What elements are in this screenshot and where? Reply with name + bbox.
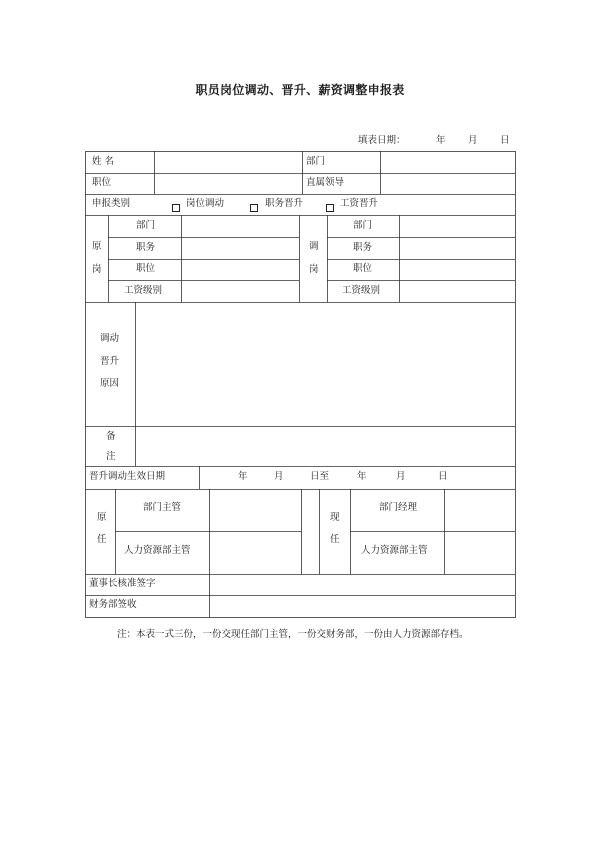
- eff-month-1: 月: [274, 471, 284, 482]
- form-title: 职员岗位调动、晋升、薪资调整申报表: [195, 83, 405, 97]
- label-position: 职位: [92, 177, 112, 188]
- label-dept: 部门: [306, 156, 326, 167]
- adj-dept: 部门: [353, 220, 373, 231]
- label-supervisor: 直属领导: [306, 177, 345, 188]
- adj-label-1: 调: [309, 241, 319, 252]
- eff-day-1: 日至: [310, 471, 330, 482]
- option-transfer: 岗位调动: [186, 198, 225, 209]
- fill-date-day: 日: [500, 135, 510, 146]
- eff-day-2: 日: [438, 471, 448, 482]
- fill-date-label: 填表日期：: [358, 135, 406, 146]
- orig-label-1: 原: [92, 241, 102, 252]
- eff-year-1: 年: [238, 471, 248, 482]
- label-name: 姓 名: [92, 156, 115, 167]
- label-finance: 财务部签收: [89, 599, 137, 610]
- adj-pos: 职位: [353, 263, 373, 274]
- checkbox-salary[interactable]: [326, 204, 334, 212]
- label-dept-manager: 部门经理: [379, 502, 418, 513]
- adj-grade: 工资级别: [342, 285, 381, 296]
- label-hr-mgr: 人力资源部主管: [124, 545, 191, 556]
- prev-label-2: 任: [97, 534, 107, 545]
- cur-label-1: 现: [330, 512, 340, 523]
- cur-label-2: 任: [330, 534, 340, 545]
- reason-3: 原因: [100, 378, 120, 389]
- checkbox-promotion[interactable]: [250, 204, 258, 212]
- label-type: 申报类别: [92, 198, 131, 209]
- fill-date-year: 年: [436, 135, 446, 146]
- reason-1: 调动: [100, 333, 120, 344]
- orig-pos: 职位: [136, 263, 156, 274]
- option-promotion: 职务晋升: [265, 198, 304, 209]
- orig-grade: 工资级别: [124, 285, 163, 296]
- prev-label-1: 原: [97, 512, 107, 523]
- orig-duty: 职务: [136, 242, 156, 253]
- adj-duty: 职务: [353, 242, 373, 253]
- eff-year-2: 年: [357, 471, 367, 482]
- orig-dept: 部门: [136, 220, 156, 231]
- reason-2: 晋升: [100, 356, 120, 367]
- label-dept-mgr: 部门主管: [143, 502, 182, 513]
- remark-1: 备: [106, 431, 116, 442]
- footnote: 注：本表一式三份，一份交现任部门主管，一份交财务部，一份由人力资源部存档。: [117, 629, 469, 640]
- adj-label-2: 岗: [309, 264, 319, 275]
- label-hr-mgr-2: 人力资源部主管: [361, 545, 428, 556]
- label-chairman: 董事长核准签字: [89, 578, 156, 589]
- checkbox-transfer[interactable]: [172, 204, 180, 212]
- eff-month-2: 月: [396, 471, 406, 482]
- orig-label-2: 岗: [92, 264, 102, 275]
- label-effective: 晋升调动生效日期: [89, 471, 166, 482]
- fill-date-month: 月: [468, 135, 478, 146]
- option-salary: 工资晋升: [340, 198, 379, 209]
- remark-2: 注: [106, 451, 116, 462]
